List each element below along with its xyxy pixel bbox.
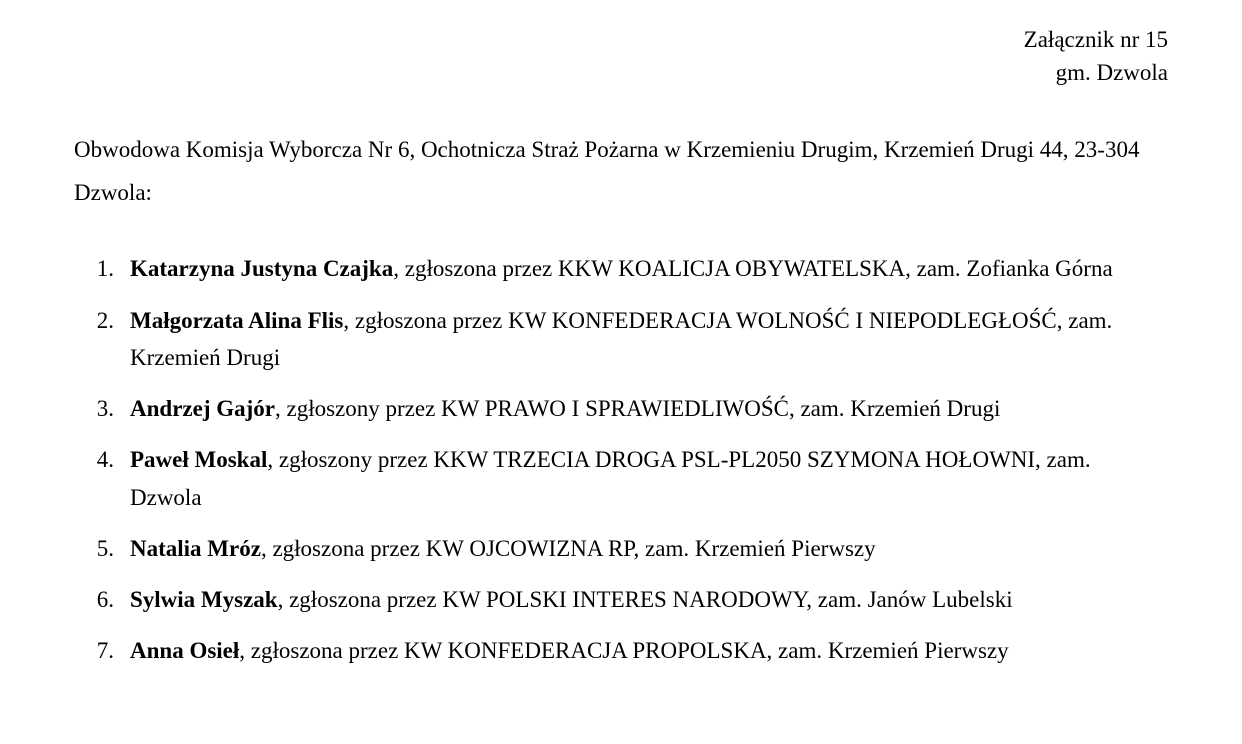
document-header xyxy=(74,24,1168,89)
member-details: , zgłoszona przez KW KONFEDERACJA PROPOLSKA, zam. Krzemień Pierwszy xyxy=(239,638,1009,664)
member-name: Andrzej Gajór xyxy=(130,396,275,422)
member-details: , zgłoszona przez KW OJCOWIZNA RP, zam. Krzemień Pierwszy xyxy=(260,535,876,561)
member-details: , zgłoszony przez KKW TRZECIA DROGA PSL-PL2050 SZYMONA HOŁOWNI, zam. Dzwola xyxy=(130,447,1091,510)
member-name: Paweł Moskal xyxy=(130,447,268,473)
list-item xyxy=(74,632,1168,669)
member-name: Małgorzata Alina Flis xyxy=(130,307,344,333)
member-details: , zgłoszony przez KW PRAWO I SPRAWIEDLIWOŚĆ, zam. Krzemień Drugi xyxy=(275,396,1001,422)
member-name: Sylwia Myszak xyxy=(130,587,278,613)
list-item-body xyxy=(130,581,1150,618)
list-item-number: 3. xyxy=(96,396,114,422)
list-item xyxy=(74,250,1168,287)
list-item-number: 7. xyxy=(96,638,114,664)
list-item-body xyxy=(130,302,1150,377)
commission-description: Obwodowa Komisja Wyborcza Nr 6, Ochotnicza Straż Pożarna w Krzemieniu Drugim, Krzemień Drugi 44, 23-304 Dzwola: xyxy=(74,137,1140,205)
list-item-number: 2. xyxy=(96,307,114,333)
member-details: , zgłoszona przez KW POLSKI INTERES NARODOWY, zam. Janów Lubelski xyxy=(277,587,1013,613)
attachment-number: Załącznik nr 15 xyxy=(1023,27,1168,52)
member-name: Anna Osieł xyxy=(130,638,240,664)
list-item-body xyxy=(130,632,1150,669)
list-item-body xyxy=(130,390,1150,427)
list-item xyxy=(74,581,1168,618)
member-name: Katarzyna Justyna Czajka xyxy=(130,256,394,282)
list-item-number: 5. xyxy=(96,535,114,561)
list-item xyxy=(74,530,1168,567)
list-item-body xyxy=(130,250,1150,287)
commission-members-list xyxy=(74,250,1168,669)
municipality-name: gm. Dzwola xyxy=(1055,59,1168,85)
list-item-body xyxy=(130,441,1150,516)
list-item-number: 1. xyxy=(96,256,114,282)
list-item xyxy=(74,302,1168,377)
list-item xyxy=(74,441,1168,516)
list-item-number: 6. xyxy=(96,587,114,613)
member-name: Natalia Mróz xyxy=(130,535,261,561)
list-item xyxy=(74,390,1168,427)
list-item-number: 4. xyxy=(96,447,114,473)
list-item-body xyxy=(130,530,1150,567)
member-details: , zgłoszona przez KW KONFEDERACJA WOLNOŚĆ I NIEPODLEGŁOŚĆ, zam. Krzemień Drugi xyxy=(130,307,1113,370)
member-details: , zgłoszona przez KKW KOALICJA OBYWATELSKA, zam. Zofianka Górna xyxy=(393,256,1113,282)
